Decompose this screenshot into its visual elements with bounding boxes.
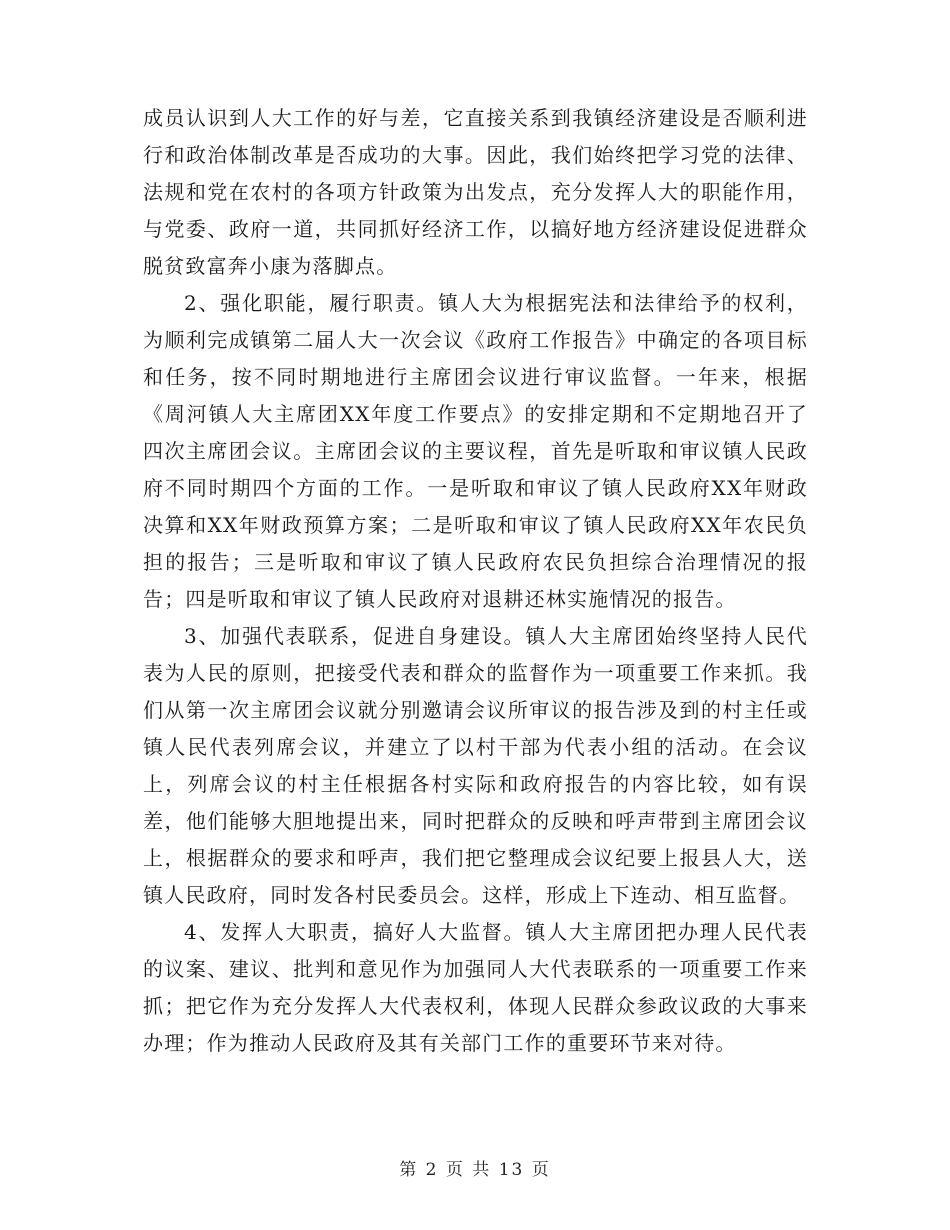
- paragraph-3: 3、加强代表联系，促进自身建设。镇人大主席团始终坚持人民代表为人民的原则，把接受代表和群众的监督作为一项重要工作来抓。我们从第一次主席团会议就分别邀请会议所审议的报告涉及到的村主任或镇人民代表列席会议，并建立了以村干部为代表小组的活动。在会议上，列席会议的村主任根据各村实际和政府报告的内容比较，如有误差，他们能够大胆地提出来，同时把群众的反映和呼声带到主席团会议上，根据群众的要求和呼声，我们把它整理成会议纪要上报县人大，送镇人民政府，同时发各村民委员会。这样，形成上下连动、相互监督。: [143, 624, 808, 907]
- page-number-footer: 第 2 页 共 13 页: [399, 1160, 551, 1180]
- paragraph-4: 4、发挥人大职责，搞好人大监督。镇人大主席团把办理人民代表的议案、建议、批判和意见作为加强同人大代表联系的一项重要工作来抓；把它作为充分发挥人大代表权利，体现人民群众参政议政的大事来办理；作为推动人民政府及其有关部门工作的重要环节来对待。: [143, 920, 808, 1055]
- document-body: [143, 100, 808, 1062]
- paragraph-2: 2、强化职能，履行职责。镇人大为根据宪法和法律给予的权利，为顺利完成镇第二届人大一次会议《政府工作报告》中确定的各项目标和任务，按不同时期地进行主席团会议进行审议监督。一年来，根据《周河镇人大主席团XX年度工作要点》的安排定期和不定期地召开了四次主席团会议。主席团会议的主要议程，首先是听取和审议镇人民政府不同时期四个方面的工作。一是听取和审议了镇人民政府XX年财政决算和XX年财政预算方案；二是听取和审议了镇人民政府XX年农民负担的报告；三是听取和审议了镇人民政府农民负担综合治理情况的报告；四是听取和审议了镇人民政府对退耕还林实施情况的报告。: [143, 291, 808, 611]
- paragraph-1: 成员认识到人大工作的好与差，它直接关系到我镇经济建设是否顺利进行和政治体制改革是否成功的大事。因此，我们始终把学习党的法律、法规和党在农村的各项方针政策为出发点，充分发挥人大的职能作用，与党委、政府一道，共同抓好经济工作，以搞好地方经济建设促进群众脱贫致富奔小康为落脚点。: [143, 106, 808, 278]
